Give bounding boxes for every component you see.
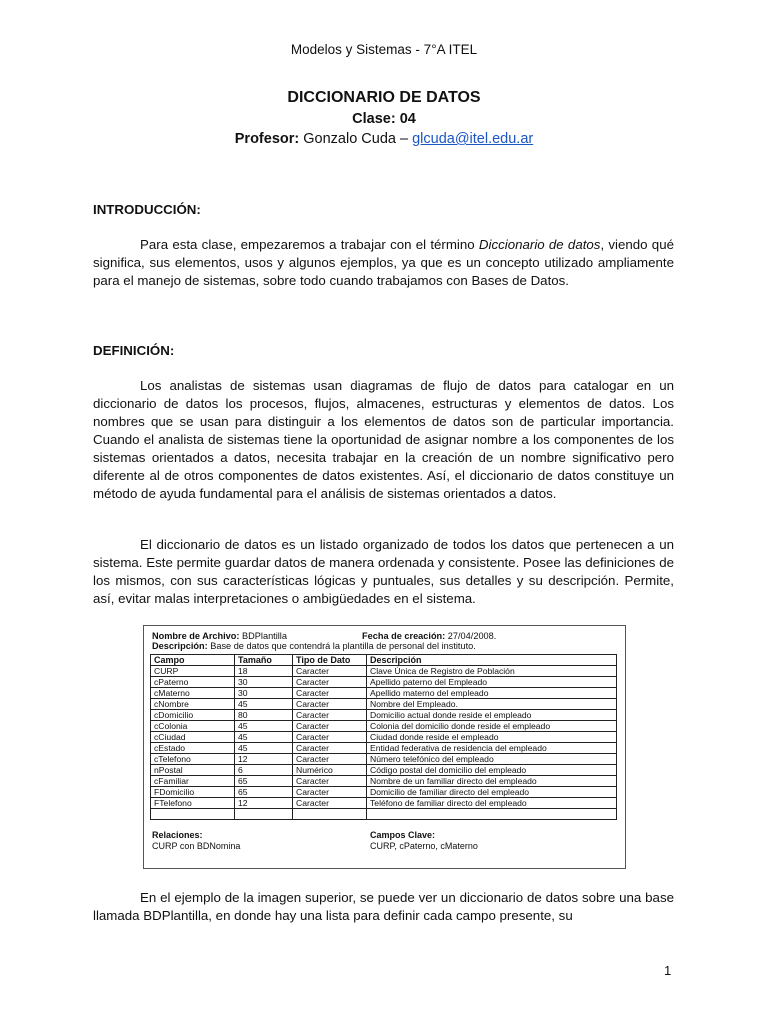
table-cell: Numérico xyxy=(293,765,367,776)
table-row xyxy=(151,721,617,732)
table-cell: Domicilio de familiar directo del empleado xyxy=(367,787,617,798)
table-cell: Caracter xyxy=(293,787,367,798)
key-fields-block xyxy=(370,830,478,852)
table-cell: FTelefono xyxy=(151,798,235,809)
table-cell: Nombre del Empleado. xyxy=(367,699,617,710)
column-header: Tamaño xyxy=(235,655,293,666)
table-cell: 30 xyxy=(235,677,293,688)
table-row xyxy=(151,776,617,787)
table-header-row xyxy=(151,655,617,666)
professor-email-link[interactable]: glcuda@itel.edu.ar xyxy=(412,131,534,147)
definition-section xyxy=(93,342,674,360)
table-cell: 45 xyxy=(235,699,293,710)
table-cell: Clave Única de Registro de Población xyxy=(367,666,617,677)
table-row xyxy=(151,798,617,809)
file-label: Nombre de Archivo: xyxy=(152,631,240,641)
table-cell: cPaterno xyxy=(151,677,235,688)
table-cell: cColonia xyxy=(151,721,235,732)
column-header: Campo xyxy=(151,655,235,666)
date-label: Fecha de creación: xyxy=(362,631,446,641)
table-cell xyxy=(293,809,367,820)
table-cell: Domicilio actual donde reside el empleado xyxy=(367,710,617,721)
intro-text-a: Para esta clase, empezaremos a trabajar con el término xyxy=(140,237,479,252)
key-fields-label: Campos Clave: xyxy=(370,830,436,840)
relations-label: Relaciones: xyxy=(152,830,203,840)
definition-heading: DEFINICIÓN: xyxy=(93,343,175,358)
table-cell: Código postal del domicilio del empleado xyxy=(367,765,617,776)
table-row xyxy=(151,765,617,776)
table-cell: Ciudad donde reside el empleado xyxy=(367,732,617,743)
table-row xyxy=(151,710,617,721)
fields-table xyxy=(150,654,617,820)
table-row xyxy=(151,732,617,743)
definition-paragraph-2: El diccionario de datos es un listado organizado de todos los datos que pertenecen a un sistema. Este permite guardar datos de manera ordenada y consistente. Posee las definiciones de los mismos, con sus características lógicas y puntuales, sus detalles y su descripción. Permite, así, evitar malas interpretaciones o ambigüedades en el sistema. xyxy=(93,537,674,606)
table-cell: 18 xyxy=(235,666,293,677)
table-cell: cTelefono xyxy=(151,754,235,765)
table-cell: Apellido paterno del Empleado xyxy=(367,677,617,688)
intro-heading: INTRODUCCIÓN: xyxy=(93,202,201,217)
relations-value: CURP con BDNomina xyxy=(152,841,241,851)
table-cell: CURP xyxy=(151,666,235,677)
document-title: DICCIONARIO DE DATOS xyxy=(287,89,481,106)
description-label: Descripción: xyxy=(152,641,208,651)
intro-paragraph xyxy=(93,236,674,290)
class-number: Clase: 04 xyxy=(352,111,416,127)
table-cell: Caracter xyxy=(293,743,367,754)
page-number: 1 xyxy=(664,963,672,978)
table-row xyxy=(151,809,617,820)
table-cell: cCiudad xyxy=(151,732,235,743)
intro-section xyxy=(93,201,674,219)
table-cell: Caracter xyxy=(293,699,367,710)
column-header: Descripción xyxy=(367,655,617,666)
table-cell: 45 xyxy=(235,732,293,743)
intro-emphasis: Diccionario de datos xyxy=(478,237,601,252)
closing-paragraph: En el ejemplo de la imagen superior, se puede ver un diccionario de datos sobre una base llamada BDPlantilla, en donde hay una lista para definir cada campo presente, su xyxy=(93,890,674,923)
table-cell: cDomicilio xyxy=(151,710,235,721)
table-cell: Caracter xyxy=(293,798,367,809)
table-cell xyxy=(151,809,235,820)
key-fields-value: CURP, cPaterno, cMaterno xyxy=(370,841,478,851)
table-row xyxy=(151,688,617,699)
table-cell: Caracter xyxy=(293,732,367,743)
table-cell: 80 xyxy=(235,710,293,721)
title-block xyxy=(0,88,768,149)
table-cell: 45 xyxy=(235,721,293,732)
table-row xyxy=(151,666,617,677)
table-cell: Teléfono de familiar directo del empleado xyxy=(367,798,617,809)
table-cell: FDomicilio xyxy=(151,787,235,798)
table-row xyxy=(151,699,617,710)
date-value: 27/04/2008. xyxy=(445,631,497,641)
professor-line xyxy=(0,130,768,149)
table-cell: cMaterno xyxy=(151,688,235,699)
table-cell: 65 xyxy=(235,776,293,787)
table-cell xyxy=(235,809,293,820)
definition-paragraph-1: Los analistas de sistemas usan diagramas de flujo de datos para catalogar en un diccionario de datos los procesos, flujos, almacenes, estructuras y elementos de datos. Los nombres que se usan para distinguir a los elementos de datos son de particular importancia. Cuando el analista de sistemas tiene la oportunidad de asignar nombre a los componentes de los sistemas orientados a datos, necesita trabajar en la creación de un nombre significativo pero diferente al de otros componentes de datos existentes. Así, el diccionario de datos constituye un método de ayuda fundamental para el análisis de sistemas orientados a datos. xyxy=(93,378,674,501)
figure-date-line xyxy=(362,631,496,641)
table-cell: cFamiliar xyxy=(151,776,235,787)
table-cell xyxy=(367,809,617,820)
table-cell: 65 xyxy=(235,787,293,798)
table-row xyxy=(151,787,617,798)
table-cell: cEstado xyxy=(151,743,235,754)
table-cell: Caracter xyxy=(293,688,367,699)
table-cell: Nombre de un familiar directo del empleado xyxy=(367,776,617,787)
table-cell: nPostal xyxy=(151,765,235,776)
table-row xyxy=(151,743,617,754)
table-cell: Caracter xyxy=(293,710,367,721)
table-row xyxy=(151,754,617,765)
relations-block xyxy=(152,830,240,852)
description-value: Base de datos que contendrá la plantilla de personal del instituto. xyxy=(207,641,476,651)
figure-description-line xyxy=(152,641,476,651)
table-cell: 12 xyxy=(235,754,293,765)
table-cell: 12 xyxy=(235,798,293,809)
table-cell: Número telefónico del empleado xyxy=(367,754,617,765)
table-cell: Entidad federativa de residencia del empleado xyxy=(367,743,617,754)
table-cell: Caracter xyxy=(293,776,367,787)
data-dictionary-figure xyxy=(143,625,626,869)
professor-label: Profesor: xyxy=(234,131,300,147)
table-row xyxy=(151,677,617,688)
page-header: Modelos y Sistemas - 7°A ITEL xyxy=(290,42,478,57)
intro-text-b: , viendo qué significa, sus elementos, usos y algunos ejemplos, ya que es un concepto utilizado ampliamente para el manejo de sistemas, sobre todo cuando trabajamos con Bases de Datos. xyxy=(93,237,674,288)
file-value: BDPlantilla xyxy=(239,631,287,641)
table-cell: 30 xyxy=(235,688,293,699)
table-cell: Caracter xyxy=(293,721,367,732)
table-cell: Colonia del domicilio donde reside el empleado xyxy=(367,721,617,732)
table-cell: 6 xyxy=(235,765,293,776)
table-cell: Caracter xyxy=(293,754,367,765)
table-cell: cNombre xyxy=(151,699,235,710)
professor-name: Gonzalo Cuda – xyxy=(299,131,413,147)
figure-file-line xyxy=(152,631,287,641)
column-header: Tipo de Dato xyxy=(293,655,367,666)
table-cell: Caracter xyxy=(293,677,367,688)
table-cell: Caracter xyxy=(293,666,367,677)
table-cell: 45 xyxy=(235,743,293,754)
table-cell: Apellido materno del empleado xyxy=(367,688,617,699)
